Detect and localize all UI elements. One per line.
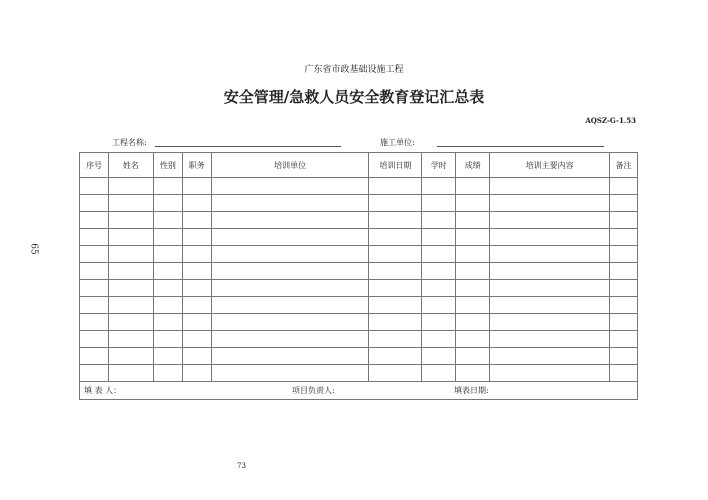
table-cell[interactable]	[153, 280, 182, 297]
table-cell[interactable]	[609, 178, 637, 195]
page-number: 73	[237, 462, 246, 470]
table-cell[interactable]	[108, 331, 153, 348]
table-cell[interactable]	[211, 246, 369, 263]
table-row	[80, 297, 638, 314]
table-cell[interactable]	[369, 365, 422, 382]
table-cell[interactable]	[211, 297, 369, 314]
table-cell[interactable]	[182, 280, 211, 297]
table-cell[interactable]	[490, 365, 610, 382]
table-row	[80, 212, 638, 229]
table-cell[interactable]	[80, 365, 109, 382]
table-cell[interactable]	[422, 195, 456, 212]
table-cell[interactable]	[490, 263, 610, 280]
table-row	[80, 331, 638, 348]
table-cell[interactable]	[422, 314, 456, 331]
table-row	[80, 348, 638, 365]
table-cell[interactable]	[108, 280, 153, 297]
table-cell[interactable]	[108, 314, 153, 331]
table-cell[interactable]	[153, 365, 182, 382]
table-cell[interactable]	[609, 331, 637, 348]
table-cell[interactable]	[369, 297, 422, 314]
table-cell[interactable]	[153, 263, 182, 280]
table-cell[interactable]	[80, 314, 109, 331]
table-cell[interactable]	[369, 331, 422, 348]
table-cell[interactable]	[153, 246, 182, 263]
table-cell[interactable]	[80, 331, 109, 348]
table-cell[interactable]	[182, 297, 211, 314]
table-row	[80, 229, 638, 246]
table-cell[interactable]	[153, 212, 182, 229]
table-row	[80, 365, 638, 382]
col-header: 备注	[609, 153, 637, 178]
table-cell[interactable]	[153, 229, 182, 246]
table-cell[interactable]	[153, 195, 182, 212]
registration-table	[79, 152, 638, 400]
table-cell[interactable]	[80, 246, 109, 263]
table-cell[interactable]	[153, 348, 182, 365]
table-cell[interactable]	[422, 348, 456, 365]
table-cell[interactable]	[490, 348, 610, 365]
table-row	[80, 178, 638, 195]
table-cell[interactable]	[182, 348, 211, 365]
table-cell[interactable]	[211, 178, 369, 195]
table-cell[interactable]	[369, 348, 422, 365]
table-cell[interactable]	[153, 314, 182, 331]
table-cell[interactable]	[108, 178, 153, 195]
col-header: 培训主要内容	[490, 153, 610, 178]
table-cell[interactable]	[609, 280, 637, 297]
table-cell[interactable]	[153, 178, 182, 195]
table-cell[interactable]	[609, 229, 637, 246]
table-cell[interactable]	[422, 178, 456, 195]
table-cell[interactable]	[369, 178, 422, 195]
table-row	[80, 314, 638, 331]
table-cell[interactable]	[609, 195, 637, 212]
project-name-field[interactable]	[155, 146, 341, 147]
col-header: 培训日期	[369, 153, 422, 178]
table-cell[interactable]	[456, 246, 490, 263]
table-cell[interactable]	[108, 195, 153, 212]
table-cell[interactable]	[182, 314, 211, 331]
col-header: 性别	[153, 153, 182, 178]
table-cell[interactable]	[609, 212, 637, 229]
table-cell[interactable]	[369, 229, 422, 246]
table-cell[interactable]	[211, 314, 369, 331]
table-cell[interactable]	[211, 212, 369, 229]
table-cell[interactable]	[182, 212, 211, 229]
table-cell[interactable]	[369, 212, 422, 229]
table-cell[interactable]	[422, 229, 456, 246]
table-cell[interactable]	[80, 280, 109, 297]
side-page-number: 65	[28, 243, 39, 255]
table-cell[interactable]	[490, 195, 610, 212]
table-cell[interactable]	[80, 178, 109, 195]
col-header: 序号	[80, 153, 109, 178]
table-cell[interactable]	[456, 263, 490, 280]
table-cell[interactable]	[369, 195, 422, 212]
table-cell[interactable]	[422, 297, 456, 314]
table-cell[interactable]	[456, 280, 490, 297]
table-cell[interactable]	[609, 348, 637, 365]
table-cell[interactable]	[422, 263, 456, 280]
table-cell[interactable]	[490, 331, 610, 348]
table-cell[interactable]	[80, 297, 109, 314]
table-cell[interactable]	[369, 263, 422, 280]
table-cell[interactable]	[108, 365, 153, 382]
table-cell[interactable]	[609, 263, 637, 280]
table-cell[interactable]	[369, 280, 422, 297]
contractor-label: 施工单位:	[380, 138, 415, 147]
subtitle: 广东省市政基础设施工程	[304, 65, 404, 75]
form-code: AQSZ-G-1.53	[585, 116, 636, 125]
table-cell[interactable]	[456, 195, 490, 212]
table-cell[interactable]	[182, 263, 211, 280]
table-cell[interactable]	[490, 229, 610, 246]
table-cell[interactable]	[490, 280, 610, 297]
table-cell[interactable]	[182, 331, 211, 348]
page-title: 安全管理/急救人员安全教育登记汇总表	[223, 88, 485, 106]
table-cell[interactable]	[211, 365, 369, 382]
col-header: 成绩	[456, 153, 490, 178]
table-cell[interactable]	[456, 178, 490, 195]
table-cell[interactable]	[211, 331, 369, 348]
table-cell[interactable]	[490, 297, 610, 314]
table-cell[interactable]	[456, 229, 490, 246]
fill-date-label: 填表日期:	[454, 386, 489, 395]
col-header: 培训单位	[211, 153, 369, 178]
table-row	[80, 195, 638, 212]
table-cell[interactable]	[422, 280, 456, 297]
table-cell[interactable]	[456, 365, 490, 382]
footer-row	[80, 382, 638, 400]
project-name-label: 工程名称:	[112, 138, 147, 147]
filler-label: 填 表 人：	[84, 386, 122, 395]
manager-label: 项目负责人:	[292, 386, 335, 395]
table-cell[interactable]	[456, 348, 490, 365]
table-cell[interactable]	[80, 348, 109, 365]
table-cell[interactable]	[456, 331, 490, 348]
table-cell[interactable]	[80, 212, 109, 229]
table-cell[interactable]	[153, 331, 182, 348]
table-cell[interactable]	[490, 314, 610, 331]
table-cell[interactable]	[422, 331, 456, 348]
table-cell[interactable]	[182, 246, 211, 263]
table-cell[interactable]	[490, 246, 610, 263]
table-cell[interactable]	[211, 348, 369, 365]
col-header: 职务	[182, 153, 211, 178]
table-cell[interactable]	[609, 314, 637, 331]
table-row	[80, 263, 638, 280]
table-cell[interactable]	[369, 314, 422, 331]
table-cell[interactable]	[108, 263, 153, 280]
table-cell[interactable]	[609, 297, 637, 314]
table-cell[interactable]	[422, 365, 456, 382]
table-cell[interactable]	[456, 314, 490, 331]
table-cell[interactable]	[211, 280, 369, 297]
contractor-field[interactable]	[437, 146, 604, 147]
table-cell[interactable]	[422, 246, 456, 263]
table-cell[interactable]	[108, 297, 153, 314]
table-cell[interactable]	[456, 297, 490, 314]
table-cell[interactable]	[108, 348, 153, 365]
table-cell[interactable]	[211, 195, 369, 212]
table-cell[interactable]	[609, 246, 637, 263]
footer-cell	[80, 382, 638, 400]
table-cell[interactable]	[108, 212, 153, 229]
table-cell[interactable]	[369, 246, 422, 263]
table-cell[interactable]	[490, 212, 610, 229]
table-cell[interactable]	[609, 365, 637, 382]
table-cell[interactable]	[211, 263, 369, 280]
table-row	[80, 280, 638, 297]
table-cell[interactable]	[211, 229, 369, 246]
col-header: 学时	[422, 153, 456, 178]
col-header: 姓名	[108, 153, 153, 178]
table-cell[interactable]	[182, 229, 211, 246]
table-cell[interactable]	[80, 263, 109, 280]
table-cell[interactable]	[456, 212, 490, 229]
table-cell[interactable]	[490, 178, 610, 195]
table-cell[interactable]	[182, 195, 211, 212]
table-cell[interactable]	[182, 365, 211, 382]
table-cell[interactable]	[108, 229, 153, 246]
table-cell[interactable]	[182, 178, 211, 195]
header-row	[80, 153, 638, 178]
table-cell[interactable]	[153, 297, 182, 314]
table-cell[interactable]	[422, 212, 456, 229]
table-cell[interactable]	[108, 246, 153, 263]
table-row	[80, 246, 638, 263]
table-cell[interactable]	[80, 195, 109, 212]
table-cell[interactable]	[80, 229, 109, 246]
